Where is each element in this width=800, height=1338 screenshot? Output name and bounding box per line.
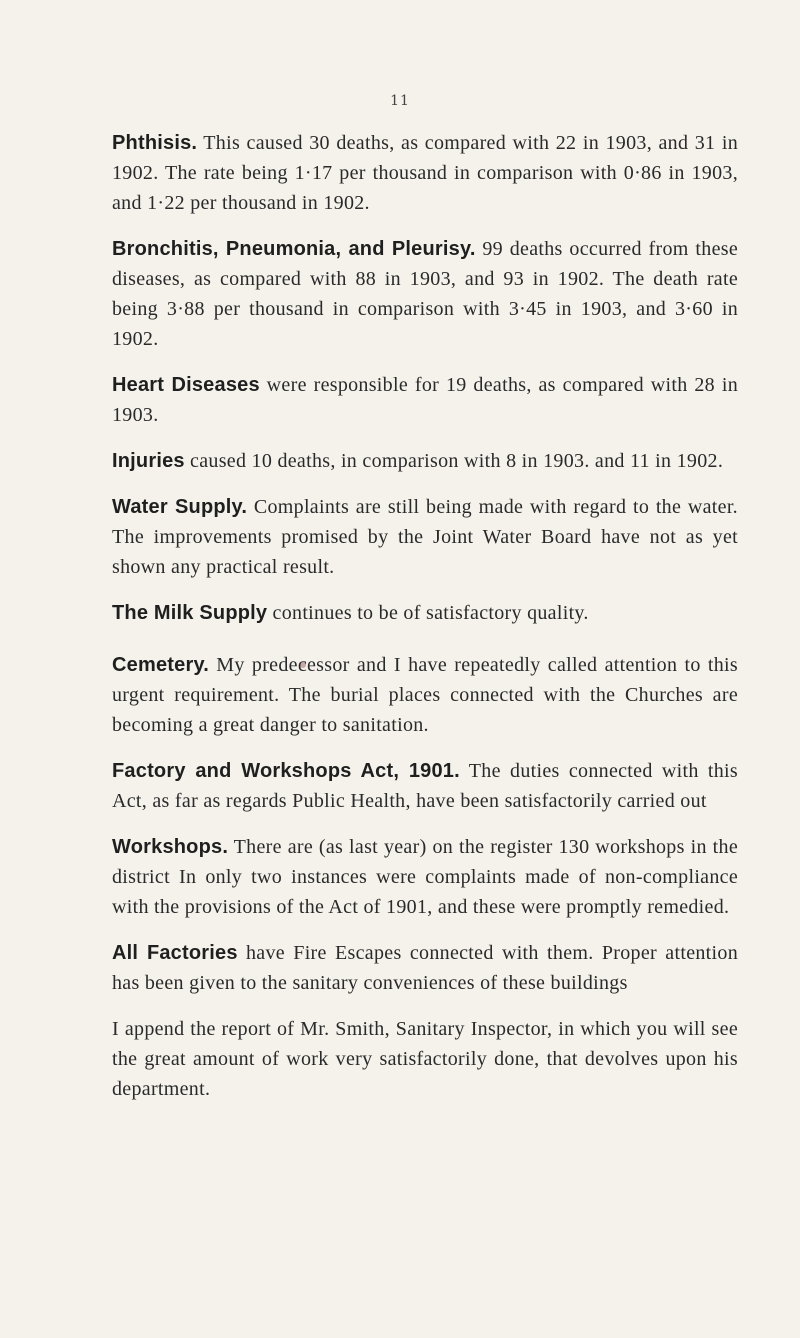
paragraph-heart-diseases xyxy=(112,370,738,430)
text-cemetery: My predecessor and I have repeatedly called attention to this urgent requirement. The burial places connected with the Churches are becoming a great danger to sanitation. xyxy=(112,654,738,736)
paragraph-cemetery xyxy=(112,650,738,740)
heading-water-supply: Water Supply. xyxy=(112,496,248,518)
text-factory-act: The duties connected with this Act, as far as regards Public Health, have been satisfactorily carried out xyxy=(112,760,738,812)
text-water-supply: Complaints are still being made with regard to the water. The improvements promised by the Joint Water Board have not as yet shown any practical result. xyxy=(112,496,738,578)
page-number: 11 xyxy=(390,93,410,109)
text-workshops: There are (as last year) on the register 130 workshops in the district In only two instances were complaints made of non-compliance with the provisions of the Act of 1901, and these were promptly remedied. xyxy=(112,836,738,918)
text-injuries: caused 10 deaths, in comparison with 8 in 1903. and 11 in 1902. xyxy=(184,450,724,472)
paragraph-phthisis xyxy=(112,128,738,218)
text-bronchitis: 99 deaths occurred from these diseases, as compared with 88 in 1903, and 93 in 1902. The death rate being 3·88 per thousand in comparison with 3·45 in 1903, and 3·60 in 1902. xyxy=(112,238,739,350)
paragraph-append-report xyxy=(112,1014,738,1104)
heading-workshops: Workshops. xyxy=(112,836,229,858)
text-all-factories: have Fire Escapes connected with them. Proper attention has been given to the sanitary conveniences of these buildings xyxy=(112,942,738,994)
heading-phthisis: Phthisis. xyxy=(112,132,198,154)
paragraph-bronchitis xyxy=(112,234,738,354)
heading-factory-act: Factory and Workshops Act, 1901. xyxy=(112,760,460,782)
heading-bronchitis: Bronchitis, Pneumonia, and Pleurisy. xyxy=(112,238,476,260)
paragraph-injuries xyxy=(112,446,738,476)
heading-heart-diseases: Heart Diseases xyxy=(112,374,260,396)
paragraph-milk-supply xyxy=(112,598,738,628)
text-heart-diseases: were responsible for 19 deaths, as compared with 28 in 1903. xyxy=(112,374,738,426)
document-body xyxy=(112,128,738,1120)
paragraph-water-supply xyxy=(112,492,738,582)
heading-cemetery: Cemetery. xyxy=(112,654,210,676)
text-append-report: I append the report of Mr. Smith, Sanitary Inspector, in which you will see the great amount of work very satisfactorily done, that devolves upon his department. xyxy=(112,1018,738,1100)
paragraph-factory-act xyxy=(112,756,738,816)
text-milk-supply: continues to be of satisfactory quality. xyxy=(267,602,589,624)
heading-injuries: Injuries xyxy=(112,450,185,472)
heading-all-factories: All Factories xyxy=(112,942,238,964)
text-phthisis: This caused 30 deaths, as compared with 22 in 1903, and 31 in 1902. The rate being 1·17 per thousand in comparison with 0·86 in 1903, and 1·22 per thousand in 1902. xyxy=(112,132,738,214)
heading-milk-supply: The Milk Supply xyxy=(112,602,268,624)
paragraph-all-factories xyxy=(112,938,738,998)
paragraph-workshops xyxy=(112,832,738,922)
